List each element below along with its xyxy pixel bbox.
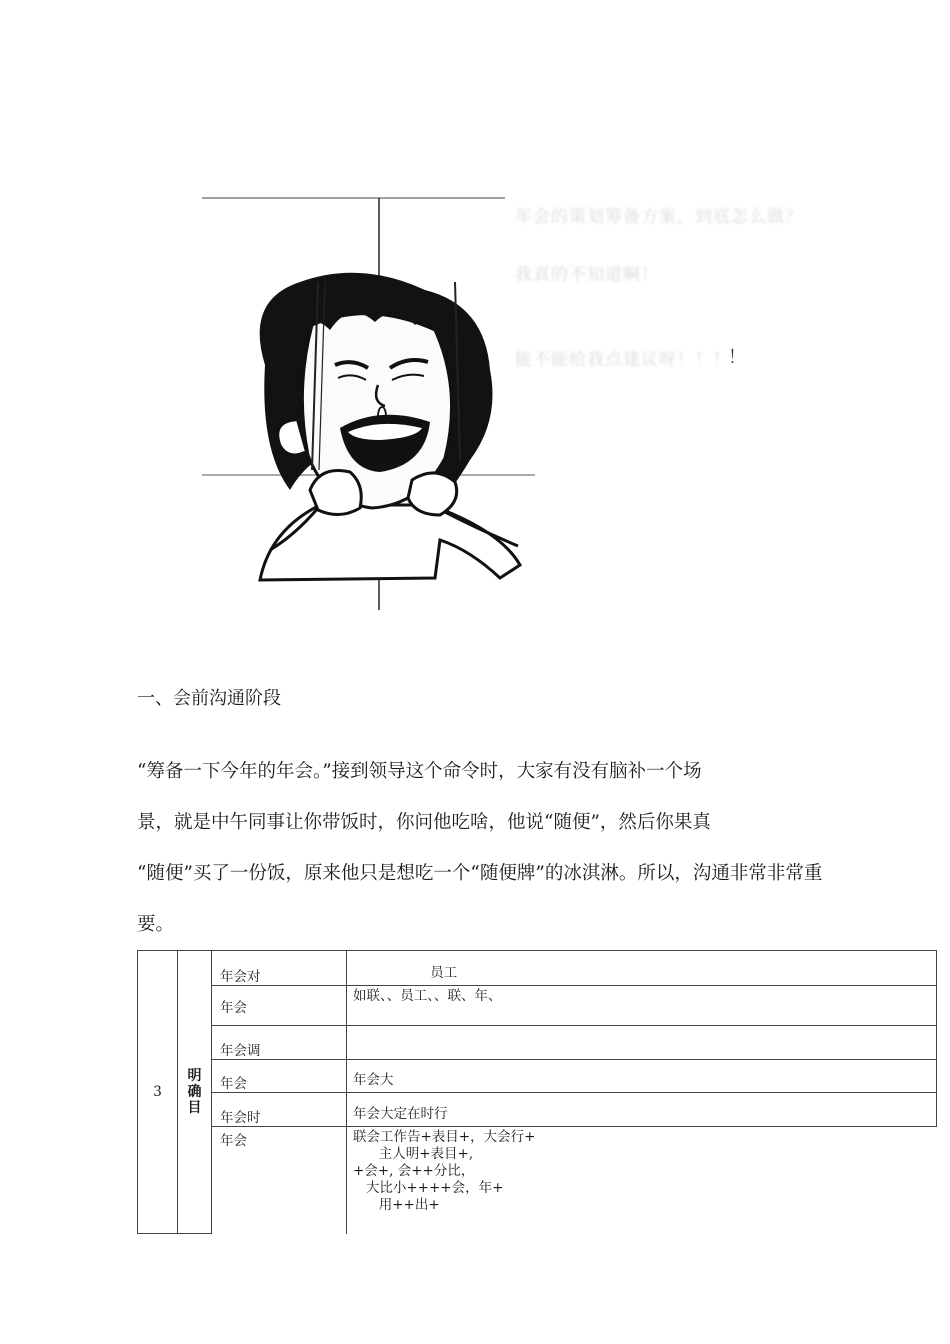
table-row [138,951,937,986]
table-row [138,1060,937,1093]
intro-paragraph [137,746,937,950]
row-label: 年会 [212,986,347,1026]
plan-table [137,950,937,1234]
row-value-line: 主人明+表目+, [353,1146,474,1162]
illustration-caption-line: 年会的策划筹备方案，到底怎么做？ [515,207,803,227]
row-value-line: 用++出+ [353,1197,440,1213]
row-value-line: 如联、、员工、、联、年、 [353,988,502,1004]
row-value-line: 员工 [353,965,458,981]
row-label: 年会 [212,1127,347,1234]
row-value-line: 大比小++++会，年+ [353,1180,504,1196]
row-value [347,1026,937,1060]
row-value-line: 年会大定在时行 [353,1106,448,1122]
row-value-line: 年会大 [353,1072,394,1088]
row-value [347,986,937,1026]
table-row [138,986,937,1026]
paragraph-line: 景，就是中午同事让你带饭时，你问他吃啥，他说“随便”，然后你果真 [137,812,711,833]
paragraph-line: “筹备一下今年的年会。”接到领导这个命令时，大家有没有脑补一个场 [137,761,702,782]
row-value-line: 联会工作告+表目+，大会行+ [353,1129,536,1145]
row-value [347,1127,937,1234]
paragraph-line: 要。 [137,914,175,935]
row-value [347,1093,937,1127]
row-number-cell: 3 [138,951,178,1234]
illustration-caption-line: 能不能给我点建议呀！！！ [515,350,731,370]
table-row [138,1127,937,1234]
goal-label-cell [178,951,212,1234]
row-value-line: +会+, 会++分比， [353,1163,475,1179]
row-value [347,1060,937,1093]
table-row [138,1026,937,1060]
table-row [138,1093,937,1127]
illustration-caption-line: 我真的不知道啊！ [515,265,659,285]
row-label: 年会对 [212,951,347,986]
goal-label: 明确目 [187,1068,202,1116]
row-label: 年会 [212,1060,347,1093]
crying-meme-illustration [200,190,540,615]
row-label: 年会时 [212,1093,347,1127]
row-label: 年会调 [212,1026,347,1060]
illustration-caption-exclamation: ！ [728,347,746,368]
paragraph-line: “随便”买了一份饭，原来他只是想吃一个“随便牌”的冰淇淋。所以，沟通非常非常重 [137,863,823,884]
row-value [347,951,937,986]
section-heading: 一、会前沟通阶段 [137,688,281,709]
